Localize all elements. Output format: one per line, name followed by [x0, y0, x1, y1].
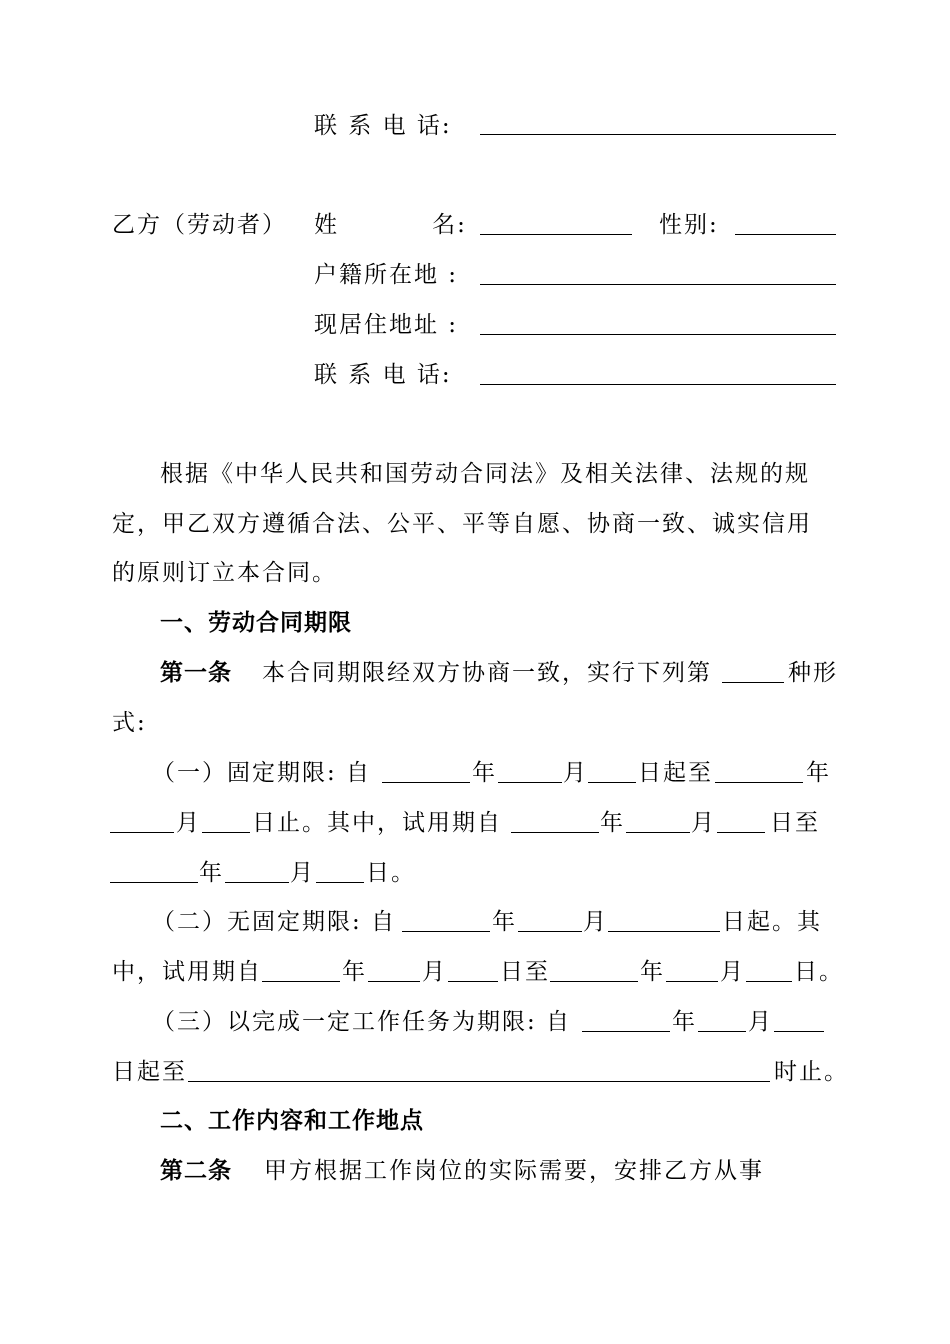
option2-probation-start-day-blank[interactable]: [448, 981, 498, 982]
option2-probation-end-day-blank[interactable]: [746, 981, 792, 982]
option1-probation-start-year-blank[interactable]: [511, 832, 599, 833]
party-a-phone-blank[interactable]: [480, 134, 836, 135]
option3-task-blank[interactable]: [188, 1081, 770, 1082]
article1-cont: 式:: [112, 710, 147, 736]
option1-probation-end-month-blank[interactable]: [225, 882, 289, 883]
option1-start-year-blank[interactable]: [382, 782, 470, 783]
article1-form-blank[interactable]: [722, 682, 784, 683]
party-b-address-label: 现居住地址 :: [314, 312, 459, 338]
option1-end-day-blank[interactable]: [202, 832, 250, 833]
option3-start-year-blank[interactable]: [582, 1031, 670, 1032]
option1-start-day-blank[interactable]: [588, 782, 636, 783]
party-b-phone-label: 联 系 电 话:: [314, 362, 452, 388]
article1-tail: 种形: [788, 660, 838, 686]
option2-start-month-blank[interactable]: [518, 931, 582, 932]
option2-probation-start-year-blank[interactable]: [262, 981, 340, 982]
option1-year-label-2: 年: [806, 760, 831, 786]
option1-start-month-blank[interactable]: [498, 782, 562, 783]
option2-probation-start-month-blank[interactable]: [368, 981, 420, 982]
option3-prefix: （三）以完成一定工作任务为期限: 自: [152, 1009, 572, 1035]
option2-month-label-2: 月: [422, 959, 447, 985]
option1-day-until: 日止。其中，试用期自: [252, 810, 502, 836]
option3-day-from: 日起至: [112, 1059, 187, 1085]
option2-probation-end-month-blank[interactable]: [666, 981, 718, 982]
option3-start-day-blank[interactable]: [774, 1031, 824, 1032]
option1-year-label: 年: [472, 760, 497, 786]
party-b-address-blank[interactable]: [480, 334, 836, 335]
option2-start-year-blank[interactable]: [402, 931, 490, 932]
article1-label: 第一条: [160, 660, 232, 686]
option1-end-year-blank[interactable]: [715, 782, 803, 783]
article2-text: 甲方根据工作岗位的实际需要，安排乙方从事: [264, 1158, 764, 1184]
option1-day-from: 日起至: [638, 760, 713, 786]
option1-probation-start-month-blank[interactable]: [626, 832, 690, 833]
preamble-line-3: 的原则订立本合同。: [112, 560, 337, 586]
option3-until: 时止。: [774, 1059, 849, 1085]
article2-label: 第二条: [160, 1158, 232, 1184]
party-b-gender-label: 性别:: [659, 212, 719, 238]
option2-month-label-3: 月: [720, 959, 745, 985]
option1-probation-start-day-blank[interactable]: [717, 832, 765, 833]
option2-day-to: 日至: [500, 959, 550, 985]
option2-probation: 中，试用期自: [112, 959, 262, 985]
option3-year-label: 年: [672, 1009, 697, 1035]
party-b-gender-blank[interactable]: [735, 234, 836, 235]
preamble-line-2: 定，甲乙双方遵循合法、公平、平等自愿、协商一致、诚实信用: [112, 511, 812, 537]
option2-day-start: 日起。其: [722, 909, 822, 935]
option3-month-label: 月: [748, 1009, 773, 1035]
option1-probation-end-day-blank[interactable]: [316, 882, 364, 883]
option2-prefix: （二）无固定期限: 自: [152, 909, 397, 935]
section2-heading: 二、工作内容和工作地点: [160, 1108, 424, 1134]
option1-month-label-4: 月: [290, 860, 315, 886]
option2-year-label: 年: [492, 909, 517, 935]
party-b-name-blank[interactable]: [480, 234, 632, 235]
party-b-phone-blank[interactable]: [480, 384, 836, 385]
option2-month-label: 月: [583, 909, 608, 935]
option1-day-end: 日。: [366, 860, 416, 886]
article1-text: 本合同期限经双方协商一致，实行下列第: [262, 660, 712, 686]
party-a-phone-label: 联 系 电 话:: [314, 113, 452, 139]
option2-probation-end-year-blank[interactable]: [550, 981, 638, 982]
option1-year-label-4: 年: [199, 860, 224, 886]
party-b-title: 乙方（劳动者）: [112, 212, 287, 238]
option1-prefix: （一）固定期限: 自: [152, 760, 372, 786]
party-b-household-label: 户籍所在地 :: [314, 262, 459, 288]
option2-year-label-3: 年: [640, 959, 665, 985]
option2-start-day-blank[interactable]: [608, 931, 720, 932]
option1-end-month-blank[interactable]: [110, 832, 174, 833]
option1-month-label-2: 月: [176, 810, 201, 836]
option1-day-to: 日至: [770, 810, 820, 836]
party-b-name-label: 姓 名:: [314, 212, 467, 238]
option1-month-label-3: 月: [691, 810, 716, 836]
option1-month-label: 月: [563, 760, 588, 786]
option2-day-end: 日。: [794, 959, 844, 985]
party-b-household-blank[interactable]: [480, 284, 836, 285]
option2-year-label-2: 年: [342, 959, 367, 985]
section1-heading: 一、劳动合同期限: [160, 610, 352, 636]
preamble-line-1: 根据《中华人民共和国劳动合同法》及相关法律、法规的规: [160, 461, 810, 487]
option1-year-label-3: 年: [600, 810, 625, 836]
option1-probation-end-year-blank[interactable]: [110, 882, 198, 883]
option3-start-month-blank[interactable]: [698, 1031, 746, 1032]
